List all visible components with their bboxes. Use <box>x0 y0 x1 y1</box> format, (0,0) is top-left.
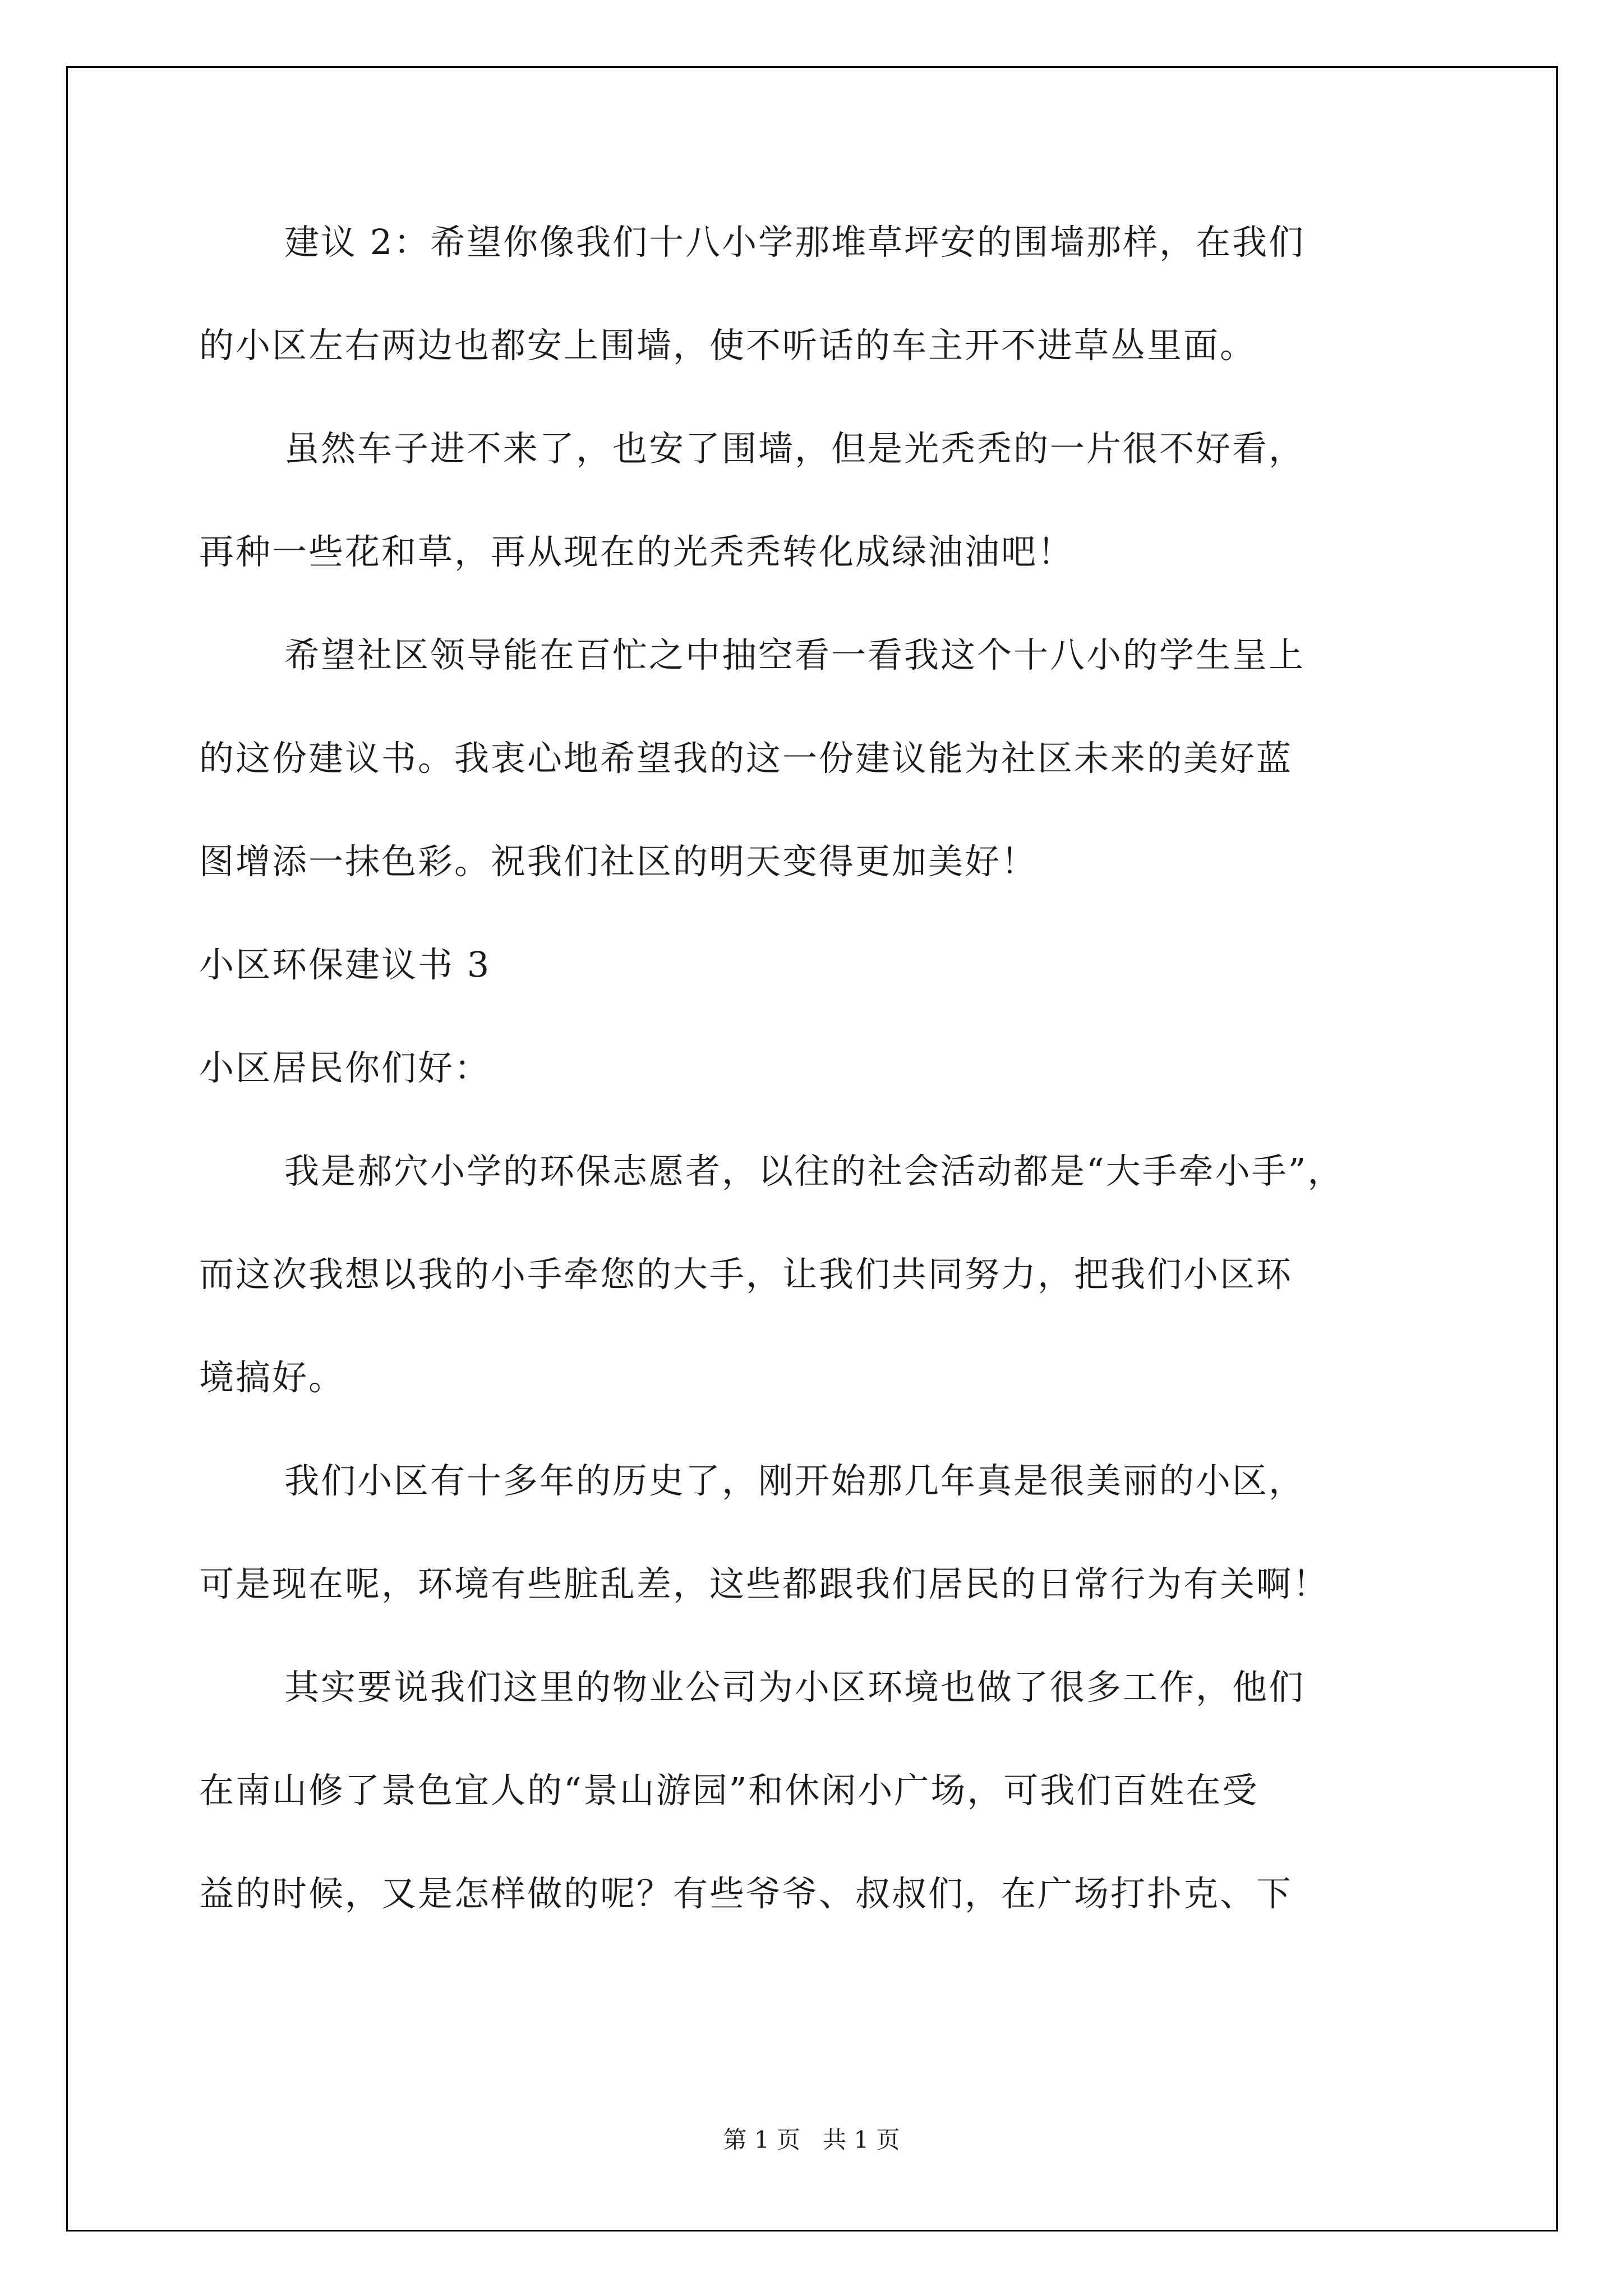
text-line: 可是现在呢，环境有些脏乱差，这些都跟我们居民的日常行为有关啊！ <box>199 1563 1330 1604</box>
text-line: 的小区左右两边也都安上围墙，使不听话的车主开不进草丛里面。 <box>199 325 1257 366</box>
page-number-footer: 第 1 页 共 1 页 <box>723 2126 900 2154</box>
text-line: 益的时候，又是怎样做的呢？有些爷爷、叔叔们，在广场打扑克、下 <box>199 1873 1293 1914</box>
text-line: 希望社区领导能在百忙之中抽空看一看我这个十八小的学生呈上 <box>284 634 1306 675</box>
text-line: 在南山修了景色宜人的“景山游园”和休闲小广场，可我们百姓在受 <box>199 1770 1259 1811</box>
text-line: 再种一些花和草，再从现在的光秃秃转化成绿油油吧！ <box>199 531 1075 572</box>
section-heading: 小区环保建议书 3 <box>199 944 491 985</box>
text-line: 图增添一抹色彩。祝我们社区的明天变得更加美好！ <box>199 841 1038 882</box>
text-line: 我们小区有十多年的历史了，刚开始那几年真是很美丽的小区， <box>284 1460 1306 1501</box>
document-body <box>199 222 1489 1976</box>
text-line: 我是郝穴小学的环保志愿者，以往的社会活动都是“大手牵小手”， <box>284 1151 1344 1191</box>
text-line: 建议 2：希望你像我们十八小学那堆草坪安的围墙那样，在我们 <box>284 222 1306 263</box>
text-line: 虽然车子进不来了，也安了围墙，但是光秃秃的一片很不好看， <box>284 428 1306 469</box>
salutation: 小区居民你们好： <box>199 1047 491 1088</box>
text-line: 其实要说我们这里的物业公司为小区环境也做了很多工作，他们 <box>284 1667 1306 1708</box>
text-line: 境搞好。 <box>199 1357 345 1398</box>
text-line: 而这次我想以我的小手牵您的大手，让我们共同努力，把我们小区环 <box>199 1254 1293 1295</box>
text-line: 的这份建议书。我衷心地希望我的这一份建议能为社区未来的美好蓝 <box>199 738 1293 779</box>
